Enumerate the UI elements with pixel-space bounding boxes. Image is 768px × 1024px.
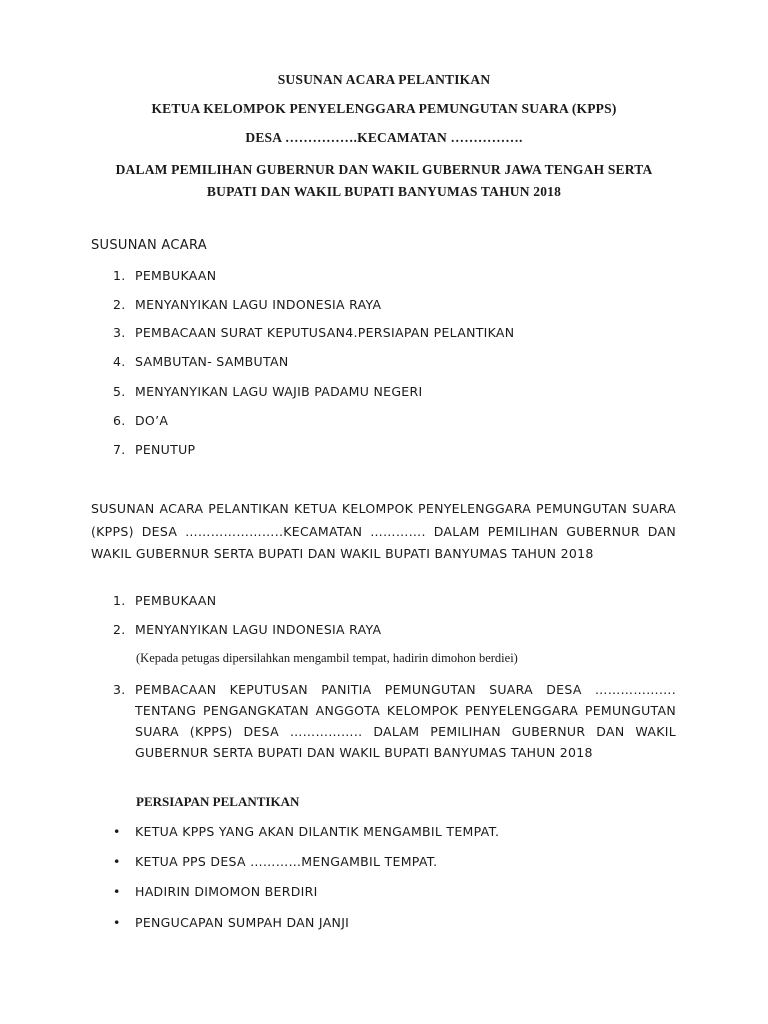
list-text: PENUTUP: [135, 442, 196, 457]
list-number: 4.: [113, 354, 126, 369]
bullet-text: KETUA PPS DESA …………MENGAMBIL TEMPAT.: [135, 854, 438, 869]
bullet-item: [113, 854, 437, 869]
list-text: PEMBACAAN SURAT KEPUTUSAN4.PERSIAPAN PELANTIKAN: [135, 325, 515, 340]
bullet-item: [113, 824, 499, 839]
list-text: PEMBUKAAN: [135, 268, 217, 283]
list-text: MENYANYIKAN LAGU INDONESIA RAYA: [135, 297, 382, 312]
list-item: [113, 442, 195, 457]
list-item: [113, 297, 381, 312]
list-item: [113, 593, 216, 608]
bullet-item: [113, 884, 318, 899]
bullet-text: KETUA KPPS YANG AKAN DILANTIK MENGAMBIL TEMPAT.: [135, 824, 500, 839]
list-item: [113, 384, 422, 399]
list-text: PEMBACAAN KEPUTUSAN PANITIA PEMUNGUTAN SUARA DESA ………………. TENTANG PENGANGKATAN ANGGOTA KELOMPOK PENYELENGGARA PEMUNGUTAN SUARA (KPPS) DESA …………….. DALAM PEMILIHAN GUBERNUR DAN WAKIL GUBERNUR SERTA BUPATI DAN WAKIL BUPATI BANYUMAS TAHUN 2018: [135, 682, 676, 760]
title-line-1: SUSUNAN ACARA PELANTIKAN: [277, 72, 491, 87]
intro-paragraph: SUSUNAN ACARA PELANTIKAN KETUA KELOMPOK PENYELENGGARA PEMUNGUTAN SUARA (KPPS) DESA …………………..KECAMATAN …………. DALAM PEMILIHAN GUBERNUR DAN WAKIL GUBERNUR SERTA BUPATI DAN WAKIL BUPATI BANYUMAS TAHUN 2018: [91, 501, 676, 561]
list-text: MENYANYIKAN LAGU WAJIB PADAMU NEGERI: [135, 384, 423, 399]
list-number: 3.: [113, 325, 126, 340]
list-number: 3.: [113, 682, 126, 697]
bullet-dot: •: [113, 915, 121, 930]
title-line-4: DALAM PEMILIHAN GUBERNUR DAN WAKIL GUBERNUR JAWA TENGAH SERTA BUPATI DAN WAKIL BUPATI BANYUMAS TAHUN 2018: [115, 162, 653, 199]
list-item: [113, 413, 168, 428]
list-number: 1.: [113, 593, 126, 608]
list-item: [113, 325, 514, 340]
list-number: 6.: [113, 413, 126, 428]
list-text: DO’A: [135, 413, 169, 428]
list-item: [113, 622, 381, 637]
list-text: MENYANYIKAN LAGU INDONESIA RAYA: [135, 622, 382, 637]
list-item-3: [113, 679, 676, 763]
list-number: 2.: [113, 297, 126, 312]
list-number: 2.: [113, 622, 126, 637]
bullet-text: PENGUCAPAN SUMPAH DAN JANJI: [135, 915, 350, 930]
list-item: [113, 268, 216, 283]
bullet-item: [113, 915, 349, 930]
bullet-dot: •: [113, 884, 121, 899]
instruction-note: (Kepada petugas dipersilahkan mengambil tempat, hadirin dimohon berdiei): [136, 651, 518, 665]
list-text: PEMBUKAAN: [135, 593, 217, 608]
bullet-dot: •: [113, 824, 121, 839]
title-line-2: KETUA KELOMPOK PENYELENGGARA PEMUNGUTAN SUARA (KPPS): [151, 101, 617, 116]
list-number: 5.: [113, 384, 126, 399]
list-item: [113, 354, 288, 369]
bullet-text: HADIRIN DIMOMON BERDIRI: [135, 884, 318, 899]
list-number: 1.: [113, 268, 126, 283]
list-number: 7.: [113, 442, 126, 457]
bullet-dot: •: [113, 854, 121, 869]
list-text: SAMBUTAN- SAMBUTAN: [135, 354, 289, 369]
section-title: SUSUNAN ACARA: [91, 238, 207, 253]
title-line-3: DESA …………….KECAMATAN …………….: [245, 130, 523, 145]
section-subheading: PERSIAPAN PELANTIKAN: [136, 794, 300, 809]
